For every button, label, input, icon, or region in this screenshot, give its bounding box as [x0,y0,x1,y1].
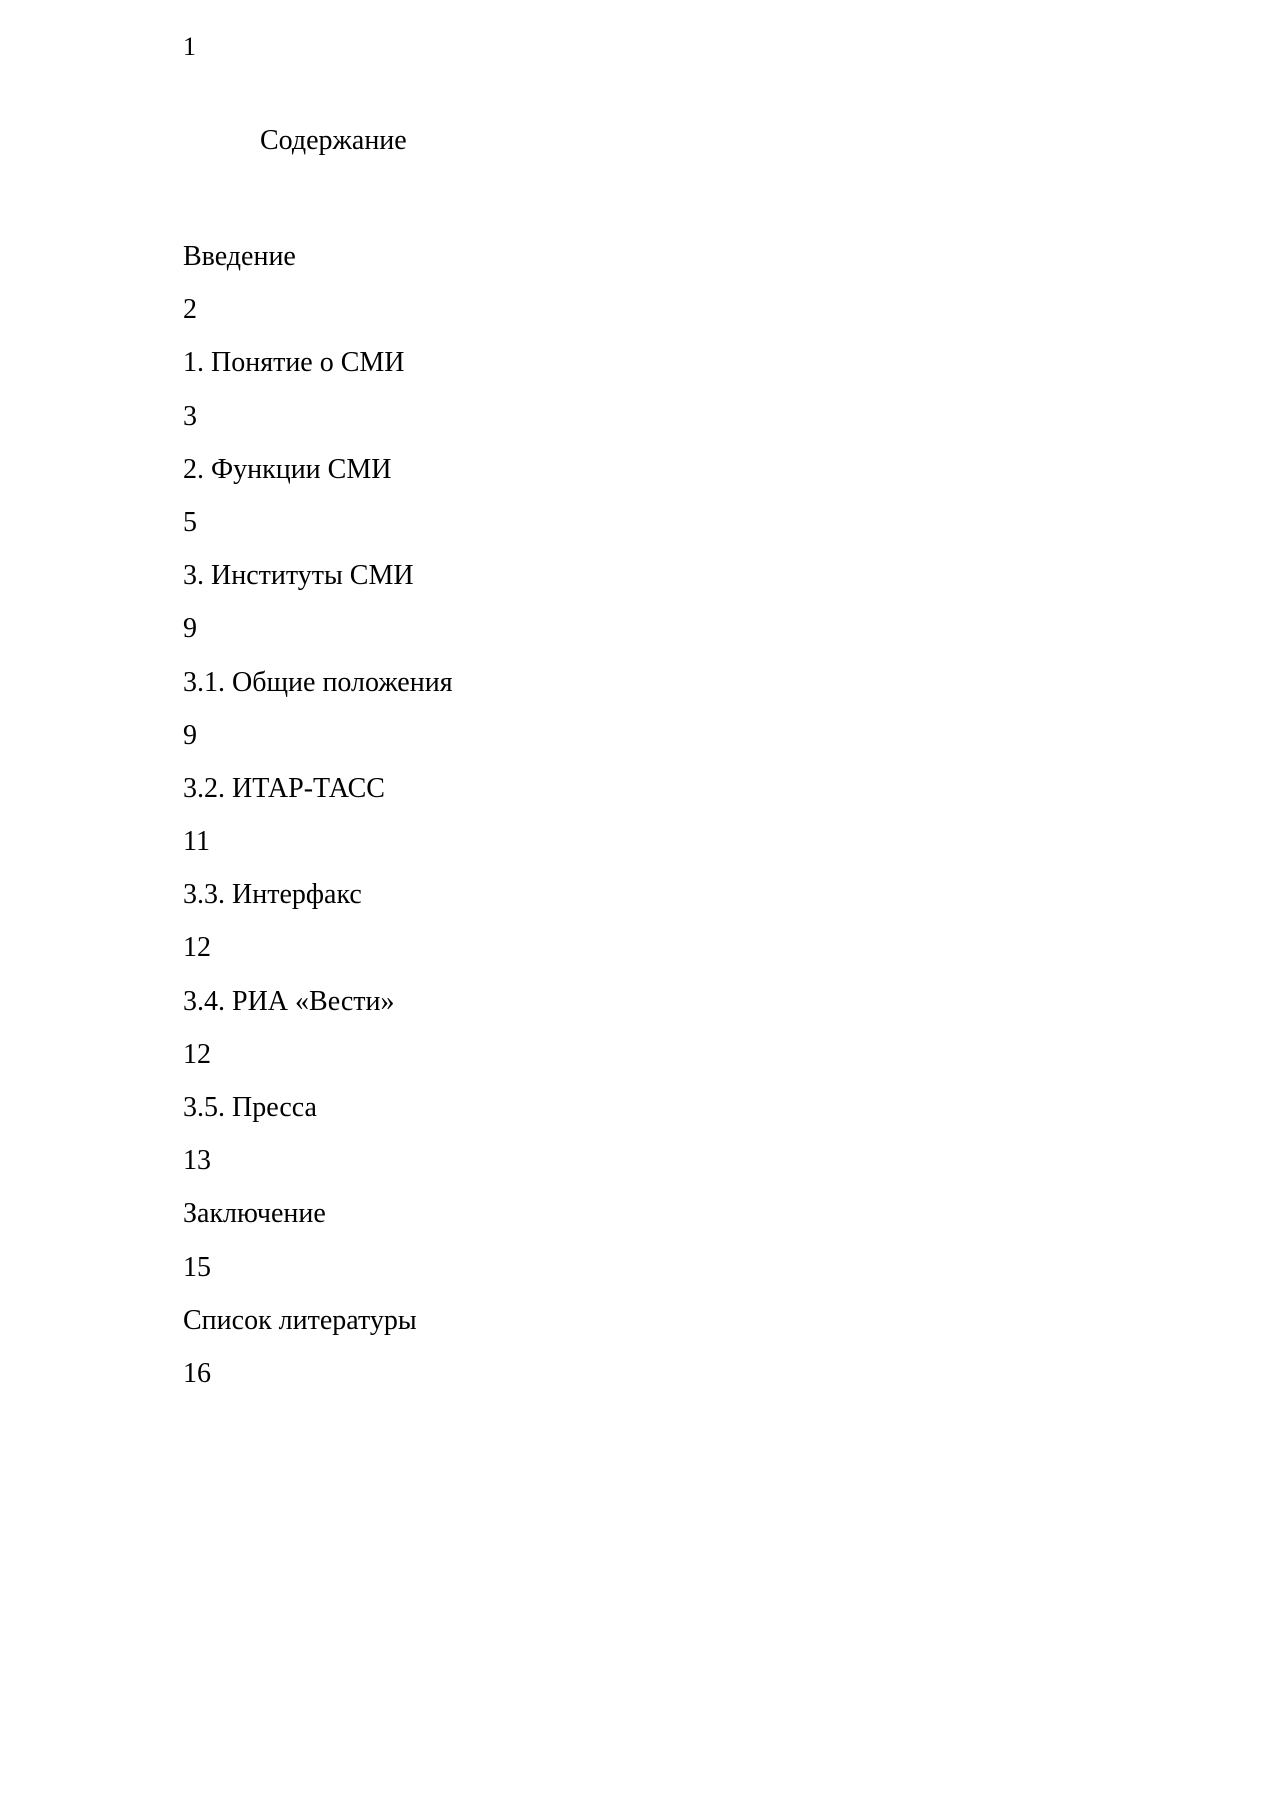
page-number: 1 [183,32,196,61]
toc-entry-page: 11 [183,826,210,858]
toc-entry-page: 9 [183,613,197,645]
toc-entry-label: Введение [183,241,296,272]
toc-entry-label: 3.1. Общие положения [183,666,453,698]
toc-entry-page: 15 [183,1251,211,1283]
toc-entry-page: 2 [183,294,197,326]
toc-entry-label: Заключение [183,1198,326,1230]
toc-entry-label: 3.4. РИА «Вести» [183,985,395,1017]
toc-title: Содержание [260,125,407,156]
toc-entry-label: 2. Функции СМИ [183,453,392,485]
toc-entry-label: Список литературы [183,1304,417,1336]
toc-list [183,230,453,1400]
toc-entry-page: 12 [183,932,211,964]
toc-entry-page: 12 [183,1038,211,1070]
toc-entry-label: 3. Институты СМИ [183,560,414,592]
toc-entry-page: 13 [183,1145,211,1177]
toc-entry-page: 5 [183,506,197,538]
toc-entry-label: 3.5. Пресса [183,1092,317,1123]
toc-entry-page: 3 [183,400,197,432]
toc-entry-page: 9 [183,719,197,751]
toc-entry-label: 1. Понятие о СМИ [183,347,405,379]
toc-entry-label: 3.2. ИТАР-ТАСС [183,772,385,804]
toc-entry-page: 16 [183,1357,211,1389]
toc-entry-label: 3.3. Интерфакс [183,879,362,911]
